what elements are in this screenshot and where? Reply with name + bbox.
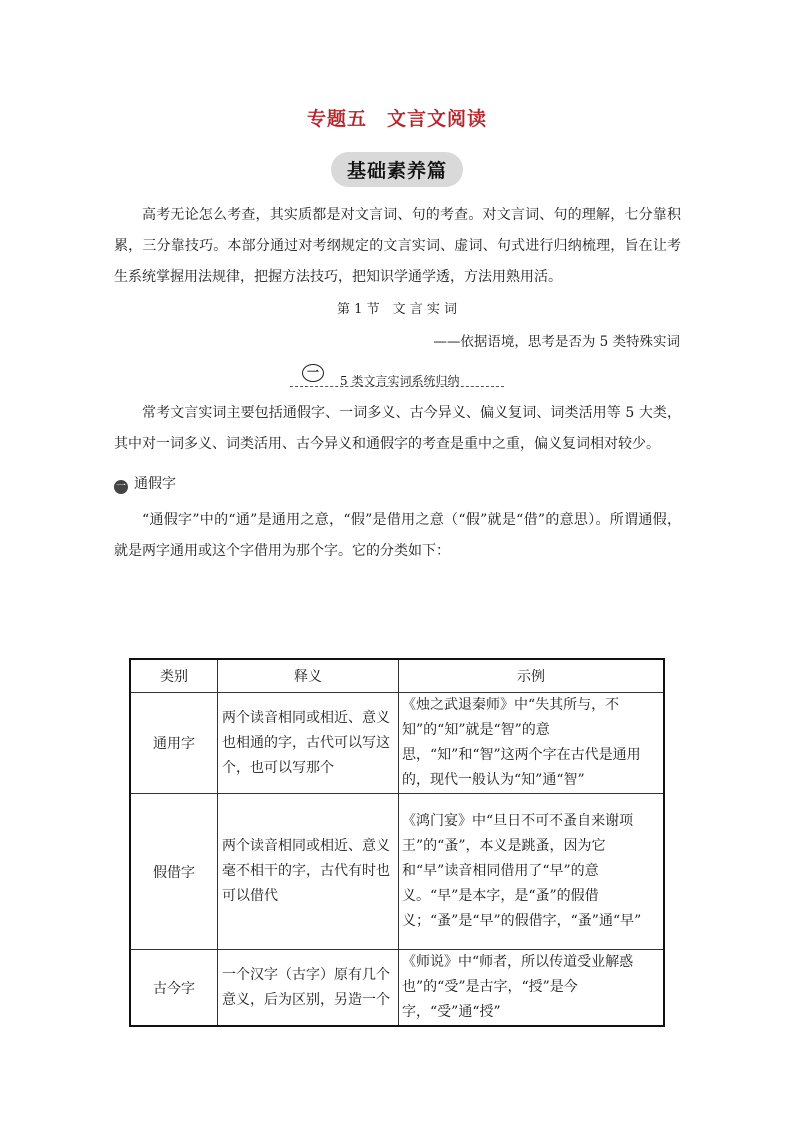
section-badge: 基础素养篇	[331, 152, 463, 187]
example-cell: 《烛之武退秦师》中“失其所与，不知”的“知”就是“智”的意思，“知”和“智”这两个字在古代是通用的，现代一般认为“知”通“智”	[399, 693, 665, 794]
number-circle-icon: 一	[302, 364, 324, 382]
table-row	[130, 794, 664, 950]
subsection-label: 通假字	[134, 476, 176, 492]
example-cell: 《师说》中“师者，所以传道受业解惑也”的“受”是古字，“授”是今字，“受”通“授”	[399, 950, 665, 1027]
example-cell: 《鸿门宴》中“旦日不可不蚤自来谢项王”的“蚤”，本义是跳蚤，因为它和“早”读音相同借用了“早”的意义。“早”是本字，是“蚤”的假借义；“蚤”是“早”的假借字，“蚤”通“早”	[399, 794, 665, 950]
category-cell: 古今字	[130, 950, 218, 1027]
header-cell: 示例	[399, 659, 665, 693]
overview-paragraph: 常考文言实词主要包括通假字、一词多义、古今异义、偏义复词、词类活用等 5 大类，其中对一词多义、词类活用、古今异义和通假字的考查是重中之重，偏义复词相对较少。	[114, 405, 681, 452]
number-dot-icon: 一	[116, 481, 126, 492]
definition-cell: 两个读音相同或相近、意义也相通的字，古代可以写这个，也可以写那个	[218, 693, 399, 794]
category-cell: 通用字	[130, 693, 218, 794]
knowledge-point-label: 5 类文言实词系统归纳	[340, 374, 460, 388]
table-row	[130, 693, 664, 794]
definition-cell: 一个汉字（古字）原有几个意义，后为区别，另造一个	[218, 950, 399, 1027]
header-cell: 类别	[130, 659, 218, 693]
section-heading: 第 1 节 文 言 实 词	[337, 302, 457, 317]
header-cell: 释义	[218, 659, 399, 693]
tongjia-table	[129, 658, 665, 1027]
section-subtitle: ——依据语境，思考是否为 5 类特殊实词	[433, 334, 680, 350]
knowledge-point-heading	[290, 365, 504, 388]
table-row	[130, 950, 664, 1027]
subsection-heading	[114, 473, 176, 494]
category-cell: 假借字	[130, 794, 218, 950]
page-title: 专题五 文言文阅读	[306, 108, 487, 130]
intro-paragraph: 高考无论怎么考查，其实质都是对文言词、句的考查。对文言词、句的理解，七分靠积累，三分靠技巧。本部分通过对考纲规定的文言实词、虚词、句式进行归纳梳理，旨在让考生系统掌握用法规律，把握方法技巧，把知识学通学透，方法用熟用活。	[114, 207, 681, 285]
table-header-row	[130, 659, 664, 693]
definition-paragraph: “通假字”中的“通”是通用之意，“假”是借用之意（“假”就是“借”的意思）。所谓通假，就是两字通用或这个字借用为那个字。它的分类如下：	[114, 512, 681, 559]
definition-cell: 两个读音相同或相近、意义毫不相干的字，古代有时也可以借代	[218, 794, 399, 950]
